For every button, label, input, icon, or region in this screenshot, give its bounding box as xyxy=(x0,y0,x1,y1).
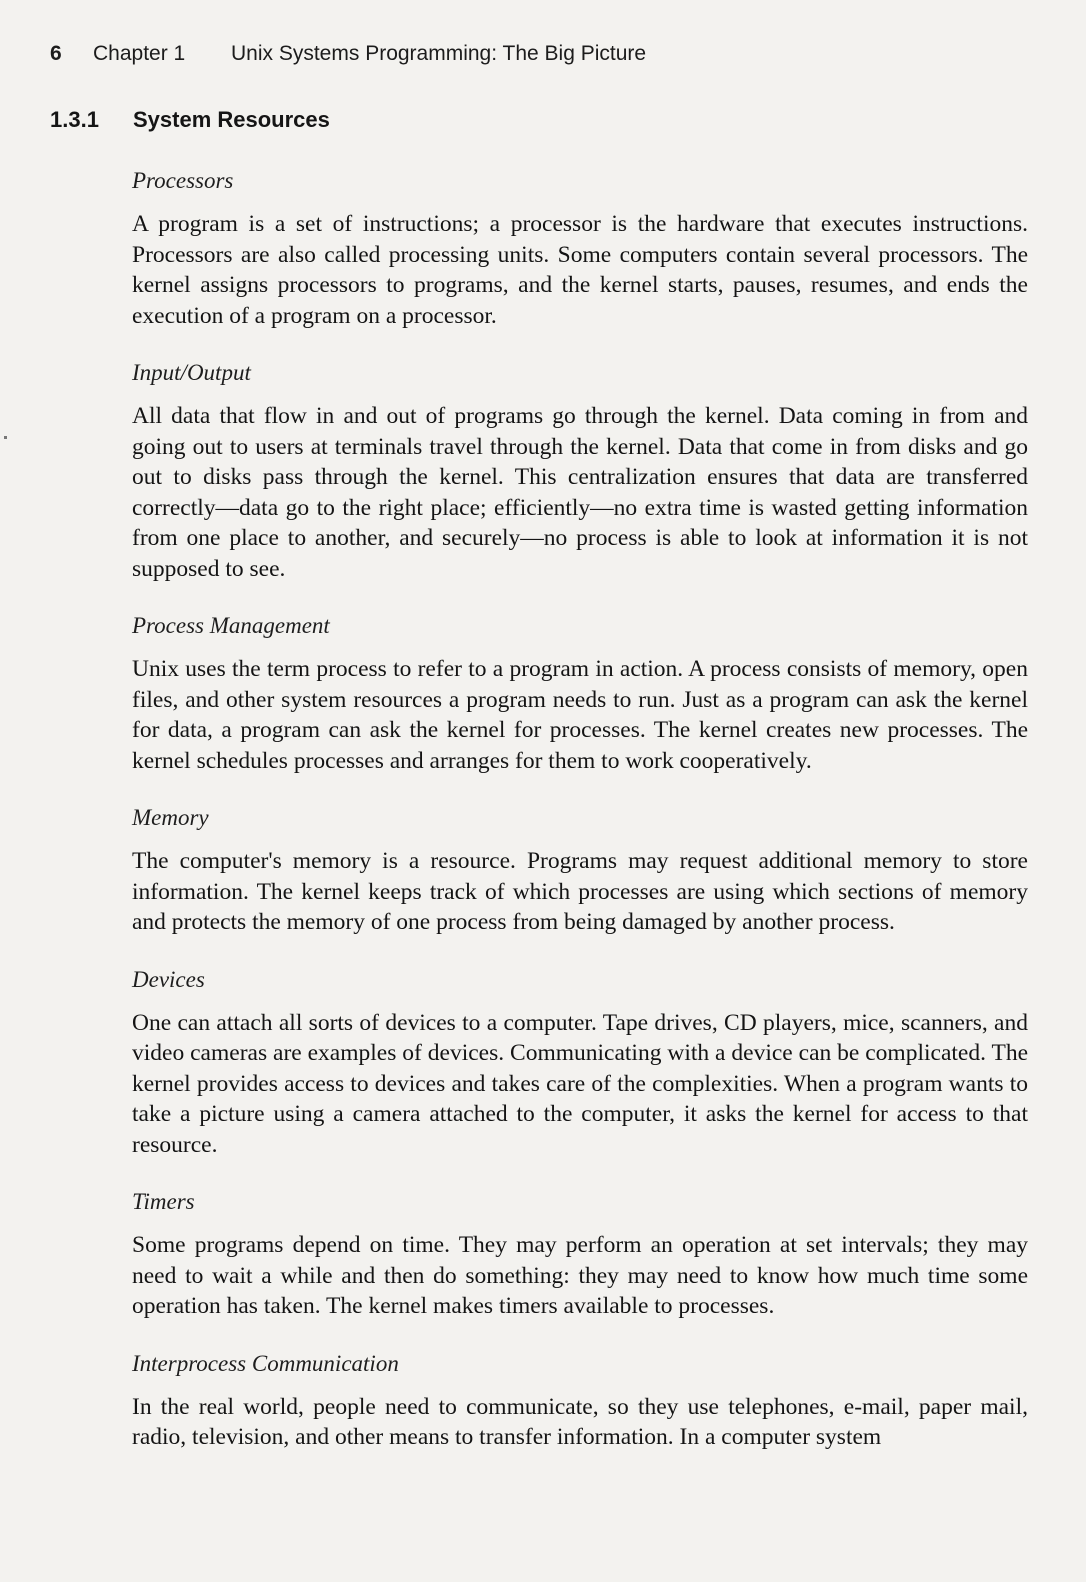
section-body xyxy=(132,166,1028,1480)
margin-mark xyxy=(4,436,7,439)
subsection-heading: Memory xyxy=(132,805,209,830)
subsection-memory xyxy=(132,803,1028,938)
chapter-title: Unix Systems Programming: The Big Picture xyxy=(231,42,647,65)
body-paragraph: Some programs depend on time. They may perform an operation at set intervals; they may need to wait a while and then do something: they may need to know how much time some operation has taken. The kernel makes timers available to processes. xyxy=(132,1232,1028,1319)
subsection-process-management xyxy=(132,611,1028,776)
section-heading xyxy=(50,107,330,133)
running-header xyxy=(50,42,646,66)
subsection-interprocess-communication xyxy=(132,1349,1028,1453)
subsection-devices xyxy=(132,965,1028,1161)
subsection-timers xyxy=(132,1187,1028,1322)
section-title: System Resources xyxy=(133,107,330,132)
body-paragraph: All data that flow in and out of programs go through the kernel. Data coming in from and going out to users at terminals travel through the kernel. Data that come in from disks and go out to disks pass through the kernel. This centralization ensures that data are transferred correctly—data go to the right place; efficiently—no extra time is wasted getting information from one place to another, and securely—no process is able to look at information it is not supposed to see. xyxy=(132,403,1028,582)
body-paragraph: In the real world, people need to communicate, so they use telephones, e-mail, paper mail, radio, television, and other means to transfer information. In a computer system xyxy=(132,1393,1028,1450)
section-number: 1.3.1 xyxy=(50,107,99,132)
body-paragraph: The computer's memory is a resource. Programs may request additional memory to store information. The kernel keeps track of which processes are using which sections of memory and protects the memory of one process from being damaged by another process. xyxy=(132,848,1028,935)
page-number: 6 xyxy=(50,42,62,65)
subsection-heading: Process Management xyxy=(132,613,330,638)
body-paragraph: One can attach all sorts of devices to a computer. Tape drives, CD players, mice, scanners, and video cameras are examples of devices. Communicating with a device can be complicated. The kernel provides access to devices and takes care of the complexities. When a program wants to take a picture using a camera attached to the computer, it asks the kernel for access to that resource. xyxy=(132,1009,1028,1158)
subsection-heading: Interprocess Communication xyxy=(132,1350,399,1376)
subsection-input-output xyxy=(132,358,1028,584)
body-paragraph: A program is a set of instructions; a processor is the hardware that executes instructions. Processors are also called processing units. Some computers contain several processors. The kernel assigns processors to programs, and the kernel starts, pauses, resumes, and ends the execution of a program on a processor. xyxy=(132,211,1028,329)
body-paragraph: Unix uses the term process to refer to a program in action. A process consists of memory, open files, and other system resources a program needs to run. Just as a program can ask the kernel for data, a program can ask the kernel for processes. The kernel creates new processes. The kernel schedules processes and arranges for them to work cooperatively. xyxy=(132,656,1028,774)
subsection-heading: Devices xyxy=(132,966,205,992)
subsection-heading: Timers xyxy=(132,1189,195,1214)
subsection-heading: Input/Output xyxy=(132,360,251,385)
chapter-label: Chapter 1 xyxy=(93,42,186,65)
subsection-processors xyxy=(132,166,1028,331)
subsection-heading: Processors xyxy=(132,168,234,193)
